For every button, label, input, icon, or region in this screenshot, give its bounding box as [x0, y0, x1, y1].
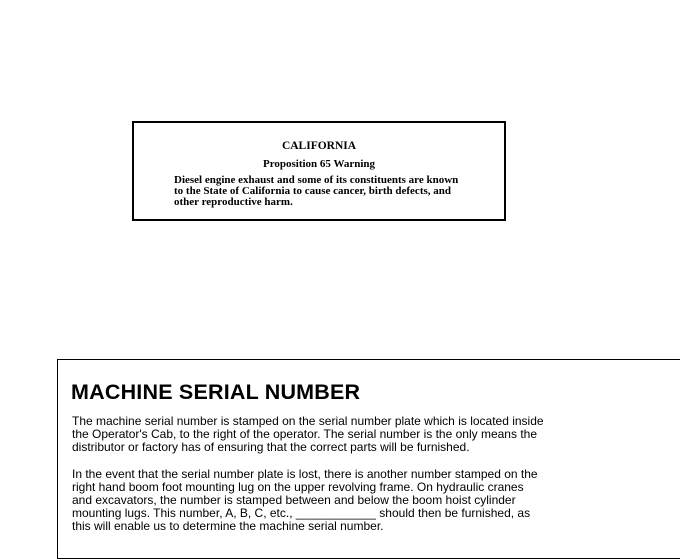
machine-serial-number-section	[57, 359, 680, 559]
paragraph-line: distributor or factory has of ensuring that the correct parts will be furnished.	[72, 440, 470, 454]
serial-paragraph-1	[72, 415, 544, 454]
paragraph-line: this will enable us to determine the machine serial number.	[72, 519, 384, 533]
serial-paragraph-2	[72, 468, 538, 533]
california-warning-title: CALIFORNIA	[281, 140, 357, 152]
california-warning-text	[174, 175, 492, 208]
section-title: MACHINE SERIAL NUMBER	[71, 380, 361, 404]
proposition-65-subtitle: Proposition 65 Warning	[262, 158, 376, 170]
paragraph-line: The machine serial number is stamped on the serial number plate which is located inside	[72, 414, 544, 428]
warning-line: to the State of California to cause cancer, birth defects, and	[174, 185, 451, 197]
paragraph-line: right hand boom foot mounting lug on the upper revolving frame. On hydraulic cranes	[72, 480, 524, 494]
warning-line: other reproductive harm.	[174, 196, 293, 208]
paragraph-line: and excavators, the number is stamped between and below the boom hoist cylinder	[72, 493, 516, 507]
paragraph-line: mounting lugs. This number, A, B, C, etc., ____________ should then be furnished, as	[72, 506, 531, 520]
paragraph-line: In the event that the serial number plate is lost, there is another number stamped on the	[72, 467, 538, 481]
california-warning-box	[132, 121, 506, 221]
warning-line: Diesel engine exhaust and some of its constituents are known	[174, 174, 459, 186]
paragraph-line: the Operator's Cab, to the right of the operator. The serial number is the only means the	[72, 427, 537, 441]
